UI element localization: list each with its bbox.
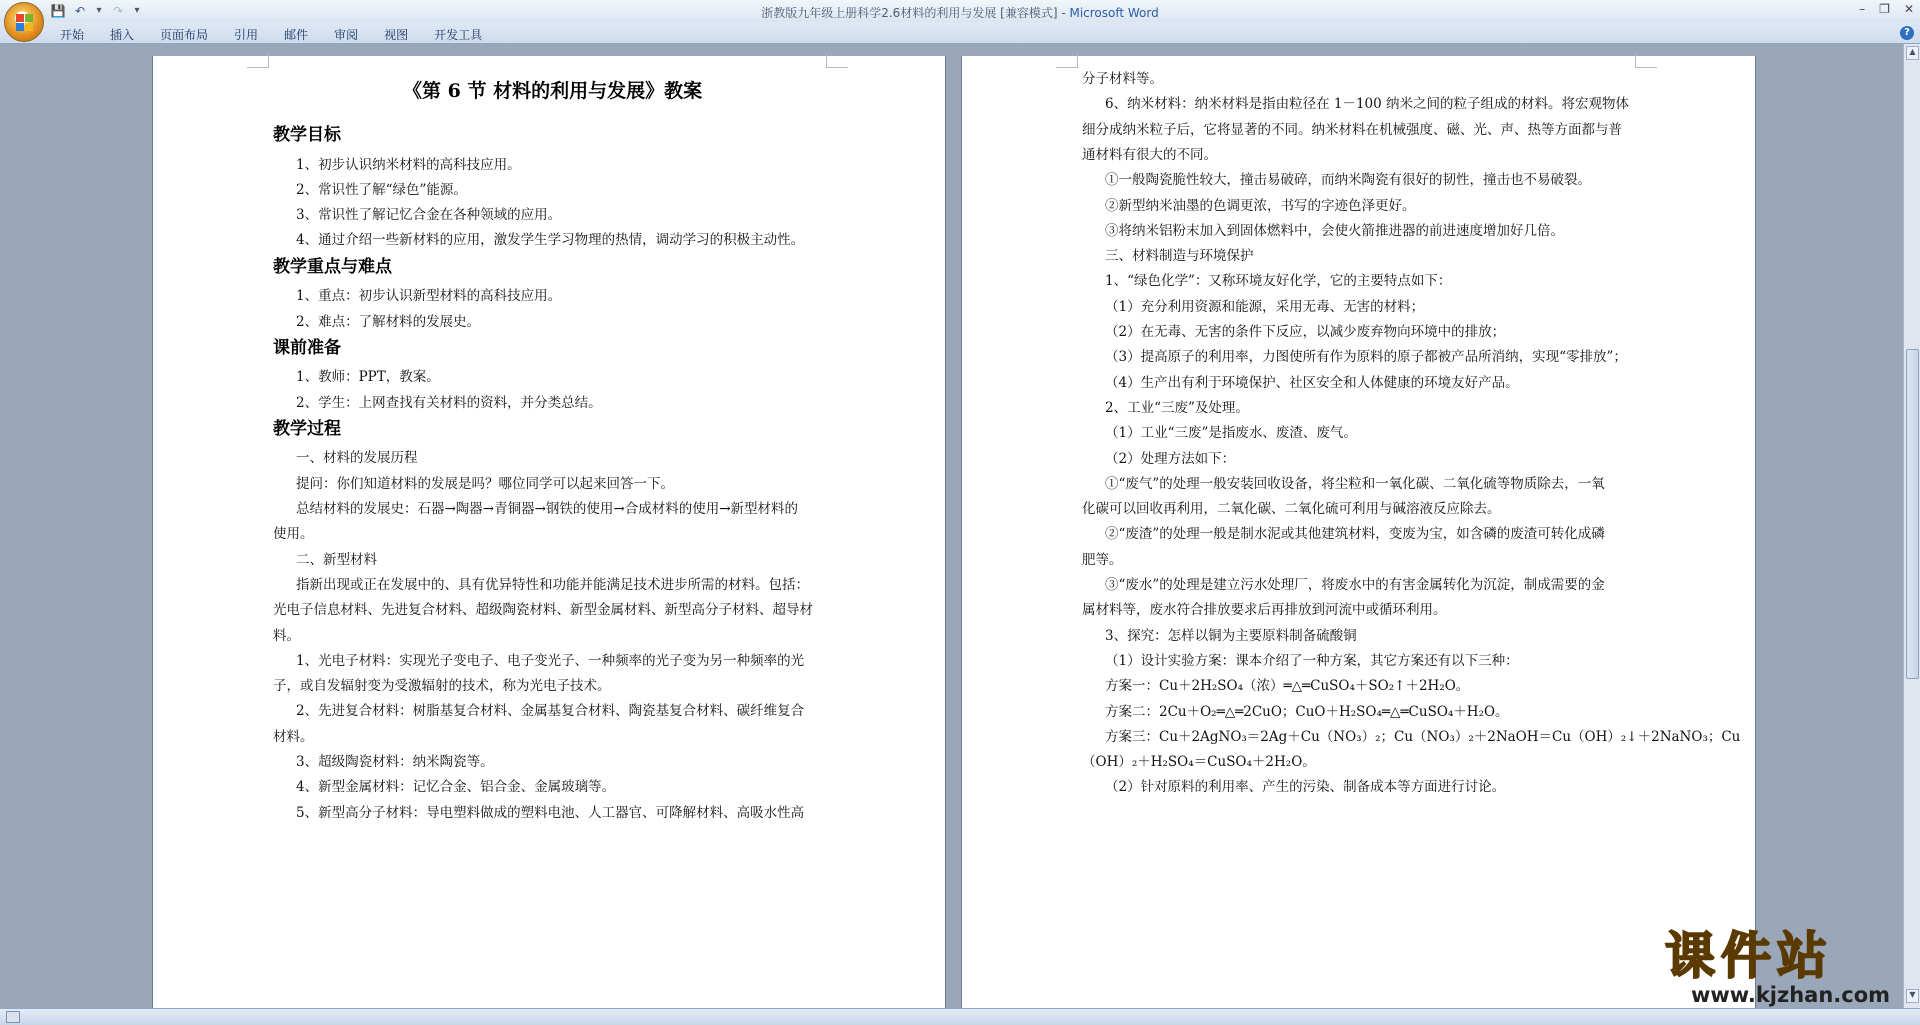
customize-toolbar-icon[interactable]: ▾ (134, 5, 140, 16)
close-icon[interactable]: ✕ (1903, 2, 1914, 16)
paragraph-line: 1、初步认识纳米材料的高科技应用。 (296, 156, 521, 173)
paragraph-line: 总结材料的发展史：石器→陶器→青铜器→钢铁的使用→合成材料的使用→新型材料的 (296, 501, 799, 517)
watermark-url: www.kjzhan.com (1691, 983, 1891, 1007)
paragraph-line: （1）设计实验方案：课本介绍了一种方案，其它方案还有以下三种： (1105, 652, 1519, 669)
undo-dropdown-icon[interactable]: ▾ (96, 5, 102, 16)
left-page[interactable] (153, 56, 945, 1016)
paragraph-line: 2、先进复合材料：树脂基复合材料、金属基复合材料、陶瓷基复合材料、碳纤维复合 (296, 703, 805, 720)
paragraph-line: 材料。 (273, 728, 314, 745)
paragraph-line: （2）针对原料的利用率、产生的污染、制备成本等方面进行讨论。 (1105, 779, 1506, 796)
paragraph-line: （1）充分利用资源和能源，采用无毒、无害的材料； (1105, 298, 1425, 315)
quick-access-toolbar (50, 3, 142, 19)
office-logo-icon (16, 14, 34, 32)
paragraph-line: 2、工业“三废”及处理。 (1105, 399, 1249, 416)
title-bar (0, 0, 1920, 22)
paragraph-line: ③将纳米铝粉末加入到固体燃料中，会使火箭推进器的前进速度增加好几倍。 (1105, 222, 1564, 239)
paragraph-line: 细分成纳米粒子后，它将显著的不同。纳米材料在机械强度、磁、光、声、热等方面都与普 (1082, 121, 1622, 138)
redo-icon[interactable]: ↷ (112, 4, 124, 18)
paragraph-line: 子，或自发辐射变为受激辐射的技术，称为光电子技术。 (273, 678, 611, 695)
tab-home[interactable]: 开始 (60, 28, 85, 42)
paragraph-line: 2、学生：上网查找有关材料的资料，并分类总结。 (296, 394, 602, 411)
paragraph-line: 二、新型材料 (296, 551, 377, 568)
paragraph-line: 方案三：Cu＋2AgNO₃＝2Ag＋Cu（NO₃）₂；Cu（NO₃）₂＋2NaOH＝Cu（OH）₂↓＋2NaNO₃；Cu (1105, 728, 1741, 745)
paragraph-line: 4、新型金属材料：记忆合金、铝合金、金属玻璃等。 (296, 779, 616, 796)
paragraph-line: 2、难点：了解材料的发展史。 (296, 313, 481, 330)
scroll-up-icon[interactable]: ▲ (1906, 46, 1919, 60)
window-controls (1859, 2, 1914, 16)
section-heading: 教学过程 (273, 418, 341, 439)
paragraph-line: 化碳可以回收再利用，二氧化碳、二氧化硫可利用与碱溶液反应除去。 (1082, 501, 1501, 518)
crop-mark (826, 54, 848, 68)
paragraph-line: （4）生产出有利于环境保护、社区安全和人体健康的环境友好产品。 (1105, 374, 1519, 391)
document-title: 浙教版九年级上册科学2.6材料的利用与发展 [兼容模式] - (761, 6, 1070, 20)
section-heading: 教学目标 (273, 125, 341, 145)
paragraph-line: 3、常识性了解记忆合金在各种领域的应用。 (296, 207, 562, 224)
paragraph-line: ②“废渣”的处理一般是制水泥或其他建筑材料，变废为宝，如含磷的废渣可转化成磷 (1105, 526, 1605, 543)
tab-view[interactable]: 视图 (384, 28, 409, 42)
help-icon[interactable]: ? (1900, 26, 1914, 40)
paragraph-line: 2、常识性了解“绿色”能源。 (296, 181, 467, 198)
status-bar (0, 1008, 1920, 1025)
paragraph-line: 5、新型高分子材料：导电塑料做成的塑料电池、人工器官、可降解材料、高吸水性高 (296, 804, 805, 821)
vertical-scrollbar[interactable] (1903, 44, 1920, 1008)
watermark (1665, 928, 1915, 1008)
paragraph-line: （OH）₂＋H₂SO₄＝CuSO₄＋2H₂O。 (1082, 754, 1316, 771)
scrollbar-thumb[interactable] (1906, 349, 1919, 679)
app-name: Microsoft Word (1069, 6, 1159, 20)
tab-page-layout[interactable]: 页面布局 (160, 28, 209, 42)
paragraph-line: 肥等。 (1082, 551, 1123, 568)
paragraph-line: 方案二：2Cu＋O₂═△═2CuO；CuO＋H₂SO₄═△═CuSO₄＋H₂O。 (1105, 703, 1509, 720)
paragraph-line: （3）提高原子的利用率，力图使所有作为原料的原子都被产品所消纳，实现“零排放”； (1105, 349, 1627, 366)
minimize-icon[interactable]: – (1859, 2, 1866, 16)
paragraph-line: 料。 (273, 627, 300, 644)
paragraph-line: （2）在无毒、无害的条件下反应，以减少废弃物向环境中的排放； (1105, 324, 1506, 340)
paragraph-line: 光电子信息材料、先进复合材料、超级陶瓷材料、新型金属材料、新型高分子材料、超导材 (273, 602, 813, 619)
paragraph-line: 使用。 (273, 526, 314, 543)
save-icon[interactable]: 💾 (50, 4, 66, 18)
paragraph-line: 3、超级陶瓷材料：纳米陶瓷等。 (296, 754, 494, 770)
paragraph-line: 分子材料等。 (1082, 71, 1163, 87)
right-page[interactable] (962, 56, 1755, 1016)
paragraph-line: 提问：你们知道材料的发展是吗？哪位同学可以起来回答一下。 (296, 475, 674, 492)
ribbon-tabs (60, 26, 508, 43)
paragraph-line: ①一般陶瓷脆性较大，撞击易破碎，而纳米陶瓷有很好的韧性，撞击也不易破裂。 (1105, 172, 1591, 189)
paragraph-line: 指新出现或正在发展中的、具有优异特性和功能并能满足技术进步所需的材料。包括： (296, 576, 809, 593)
paragraph-line: （1）工业“三废”是指废水、废渣、废气。 (1105, 425, 1357, 442)
paragraph-line: 1、教师：PPT，教案。 (296, 369, 440, 386)
paragraph-line: 6、纳米材料：纳米材料是指由粒径在 1－100 纳米之间的粒子组成的材料。将宏观物体 (1105, 96, 1630, 113)
window-title (0, 4, 1920, 21)
crop-mark (1056, 54, 1078, 68)
tab-review[interactable]: 审阅 (334, 28, 359, 42)
status-icon[interactable] (6, 1011, 20, 1023)
paragraph-line: 方案一：Cu＋2H₂SO₄（浓）═△═CuSO₄＋SO₂↑＋2H₂O。 (1105, 678, 1470, 695)
paragraph-line: ③“废水”的处理是建立污水处理厂，将废水中的有害金属转化为沉淀，制成需要的金 (1105, 577, 1605, 593)
paragraph-line: ①“废气”的处理一般安装回收设备，将尘粒和一氧化碳、二氧化硫等物质除去，一氧 (1105, 475, 1605, 492)
paragraph-line: 1、“绿色化学”：又称环境友好化学，它的主要特点如下： (1105, 273, 1452, 290)
paragraph-line: 通材料有很大的不同。 (1082, 146, 1217, 163)
document-title-heading: 《第 6 节 材料的利用与发展》教案 (403, 80, 703, 102)
ribbon-tab-bar (0, 22, 1920, 44)
crop-mark (1635, 54, 1657, 68)
paragraph-line: ②新型纳米油墨的色调更浓，书写的字迹色泽更好。 (1105, 197, 1416, 214)
undo-icon[interactable]: ↶ (74, 4, 86, 18)
scroll-down-icon[interactable]: ▼ (1906, 989, 1919, 1003)
restore-icon[interactable]: ❐ (1879, 2, 1890, 16)
paragraph-line: （2）处理方法如下： (1105, 450, 1236, 467)
section-heading: 课前准备 (273, 337, 341, 358)
office-button[interactable] (4, 2, 44, 42)
paragraph-line: 1、重点：初步认识新型材料的高科技应用。 (296, 288, 562, 305)
tab-mailings[interactable]: 邮件 (284, 28, 309, 42)
paragraph-line: 一、材料的发展历程 (296, 450, 418, 467)
tab-references[interactable]: 引用 (234, 28, 259, 42)
crop-mark (247, 54, 269, 68)
section-heading: 教学重点与难点 (273, 256, 392, 277)
paragraph-line: 三、材料制造与环境保护 (1105, 248, 1254, 265)
paragraph-line: 1、光电子材料：实现光子变电子、电子变光子、一种频率的光子变为另一种频率的光 (296, 652, 805, 669)
tab-developer[interactable]: 开发工具 (434, 28, 483, 42)
watermark-text: 课件站 (1665, 927, 1833, 985)
paragraph-line: 4、通过介绍一些新材料的应用，激发学生学习物理的热情，调动学习的积极主动性。 (296, 232, 805, 249)
tab-insert[interactable]: 插入 (110, 28, 135, 42)
paragraph-line: 属材料等，废水符合排放要求后再排放到河流中或循环利用。 (1082, 602, 1447, 619)
paragraph-line: 3、探究：怎样以铜为主要原料制备硫酸铜 (1105, 627, 1357, 644)
